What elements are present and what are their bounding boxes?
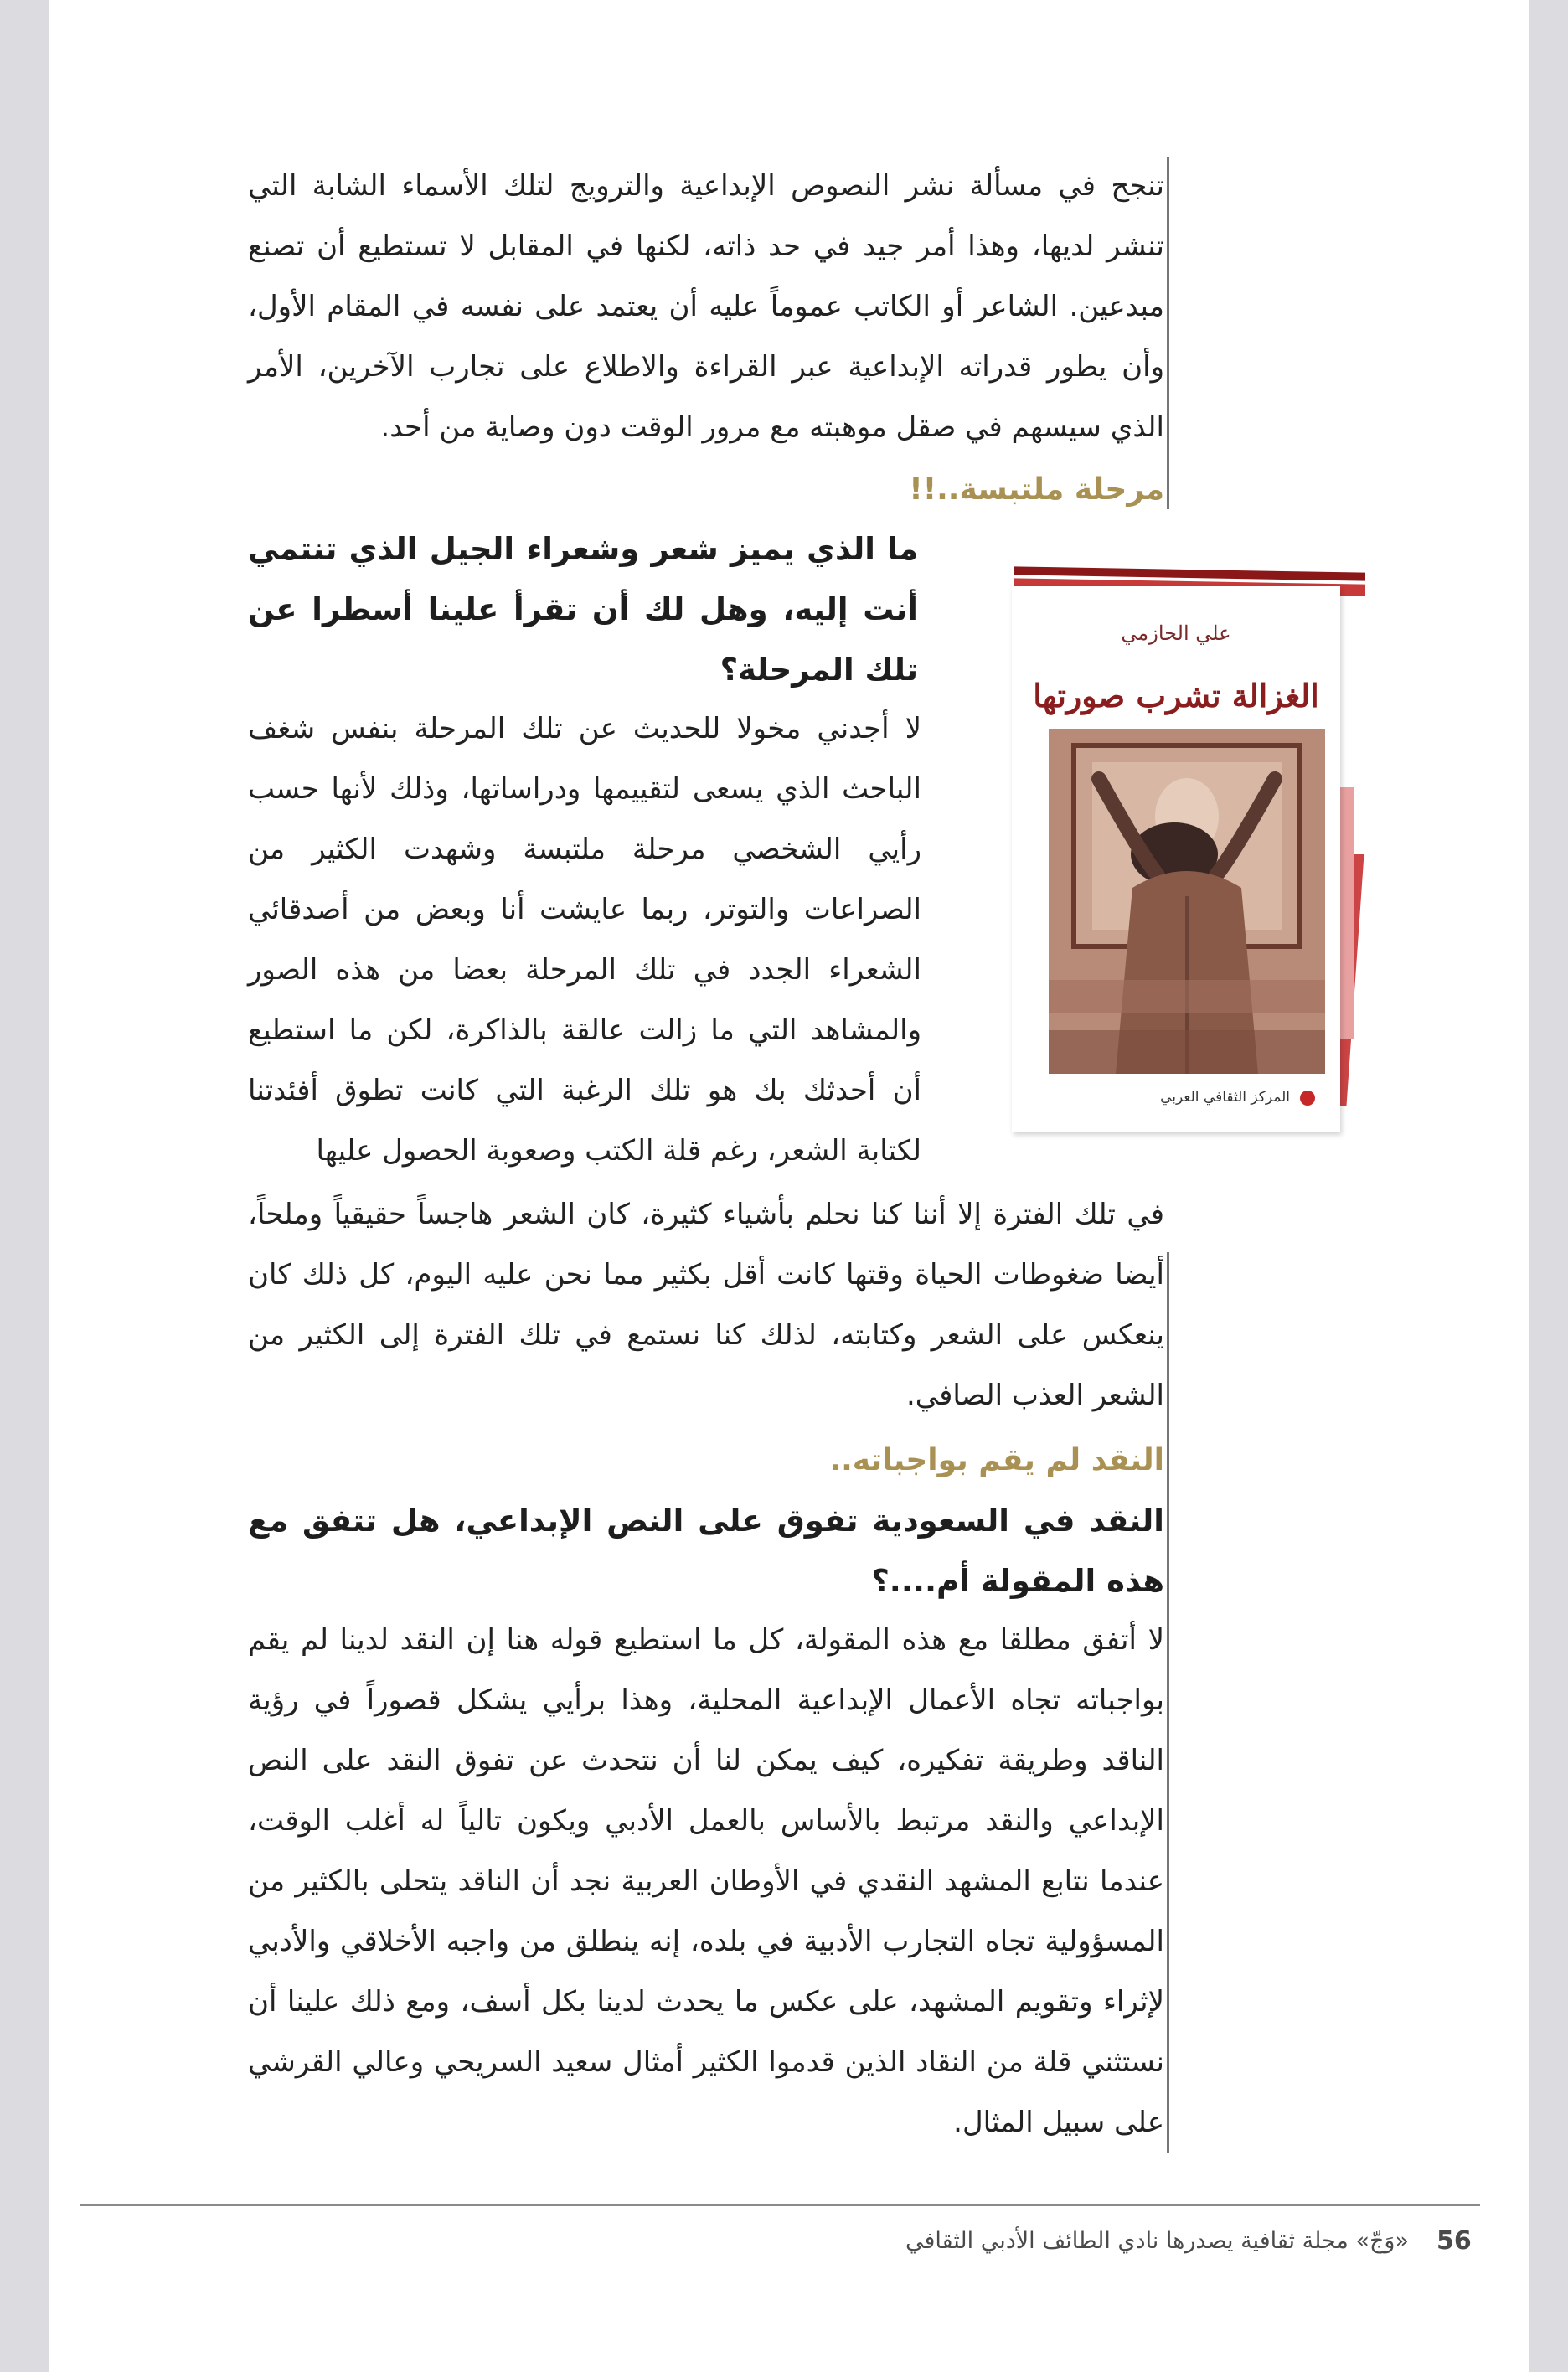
answer-2-paragraph: لا أتفق مطلقا مع هذه المقولة، كل ما استطيع قوله هنا إن النقد لدينا لم يقم بواجباته تجاه الأعمال الإبداعية المحلية، وهذا برأيي يشكل قصوراً في رؤية الناقد وطريقة تفكيره، كيف يمكن لنا أن نتحدث عن تفوق النقد على النص الإبداعي والنقد مرتبط بالأساس بالعمل الأدبي ويكون تالياً له أغلب الوقت، عندما نتابع المشهد النقدي في الأوطان العربية نجد أن الناقد يتحلى بالكثير من المسؤولية تجاه التجارب الأدبية في بلده، إنه ينطلق من واجبه الأخلاقي والأدبي لإثراء وتقويم المشهد، على عكس ما يحدث لدينا بكل أسف، ومع ذلك علينا أن نستثني قلة من النقاد الذين قدموا الكثير أمثال سعيد السريحي وعالي القرشي على سبيل المثال.: [248, 1623, 1164, 2139]
column-rule-top: [1167, 157, 1169, 509]
page-number: 56: [1436, 2226, 1472, 2256]
cover-author: علي الحازمي: [1121, 621, 1231, 645]
book-cover: [1012, 586, 1340, 1132]
footer-magazine-title: «وَجّ» مجلة ثقافية يصدرها نادي الطائف الأدبي الثقافي: [905, 2228, 1409, 2254]
section-heading-2: النقد لم يقم بواجباته..: [829, 1443, 1164, 1477]
cover-painting: [1049, 729, 1325, 1074]
page-margin-right: [1529, 0, 1568, 2372]
interview-question-1: ما الذي يميز شعر وشعراء الجيل الذي تنتمي أنت إليه، وهل لك أن تقرأ علينا أسطرا عن تلك المرحلة؟: [248, 531, 918, 688]
publisher-logo-icon: [1300, 1091, 1315, 1106]
page-margin-left: [0, 0, 49, 2372]
answer-1-paragraph-full: في تلك الفترة إلا أننا كنا نحلم بأشياء كثيرة، كان الشعر هاجساً حقيقياً وملحاً، أيضا ضغوطات الحياة وقتها كانت أقل بكثير مما نحن عليه اليوم، كل ذلك كان ينعكس على الشعر وكتابته، لذلك كنا نستمع في تلك الفترة إلى الكثير من الشعر العذب الصافي.: [248, 1198, 1164, 1412]
section-heading-1: مرحلة ملتبسة..!!: [909, 472, 1164, 507]
cover-stripe-side-light: [1338, 787, 1354, 1039]
column-rule-bottom: [1167, 1252, 1169, 2153]
intro-paragraph: تنجح في مسألة نشر النصوص الإبداعية والترويج لتلك الأسماء الشابة التي تنشر لديها، وهذا أمر جيد في حد ذاته، لكنها في المقابل لا تستطيع أن تصنع مبدعين. الشاعر أو الكاتب عموماً عليه أن يعتمد على نفسه في المقام الأول، وأن يطور قدراته الإبداعية عبر القراءة والاطلاع على تجارب الآخرين، الأمر الذي سيسهم في صقل موهبته مع مرور الوقت دون وصاية من أحد.: [248, 169, 1164, 444]
answer-1-paragraph-column: لا أجدني مخولا للحديث عن تلك المرحلة بنفس شغف الباحث الذي يسعى لتقييمها ودراساتها، وذلك لأنها حسب رأيي الشخصي مرحلة ملتبسة وشهدت الكثير من الصراعات والتوتر، ربما عايشت أنا وبعض من أصدقائي الشعراء الجدد في تلك المرحلة بعضا من هذه الصور والمشاهد التي ما زالت عالقة بالذاكرة، لكن ما استطيع أن أحدثك بك هو تلك الرغبة التي كانت تطوق أفئدتنا لكتابة الشعر، رغم قلة الكتب وصعوبة الحصول عليها: [248, 712, 921, 1168]
cover-publisher: المركز الثقافي العربي: [1160, 1089, 1290, 1106]
painting-figure-illustration: [1049, 729, 1325, 1074]
footer-divider: [80, 2204, 1480, 2206]
interview-question-2: النقد في السعودية تفوق على النص الإبداعي، هل تتفق مع هذه المقولة أم....؟: [248, 1503, 1164, 1599]
book-cover-image: [963, 570, 1374, 1139]
cover-title: الغزالة تشرب صورتها: [1033, 677, 1319, 714]
